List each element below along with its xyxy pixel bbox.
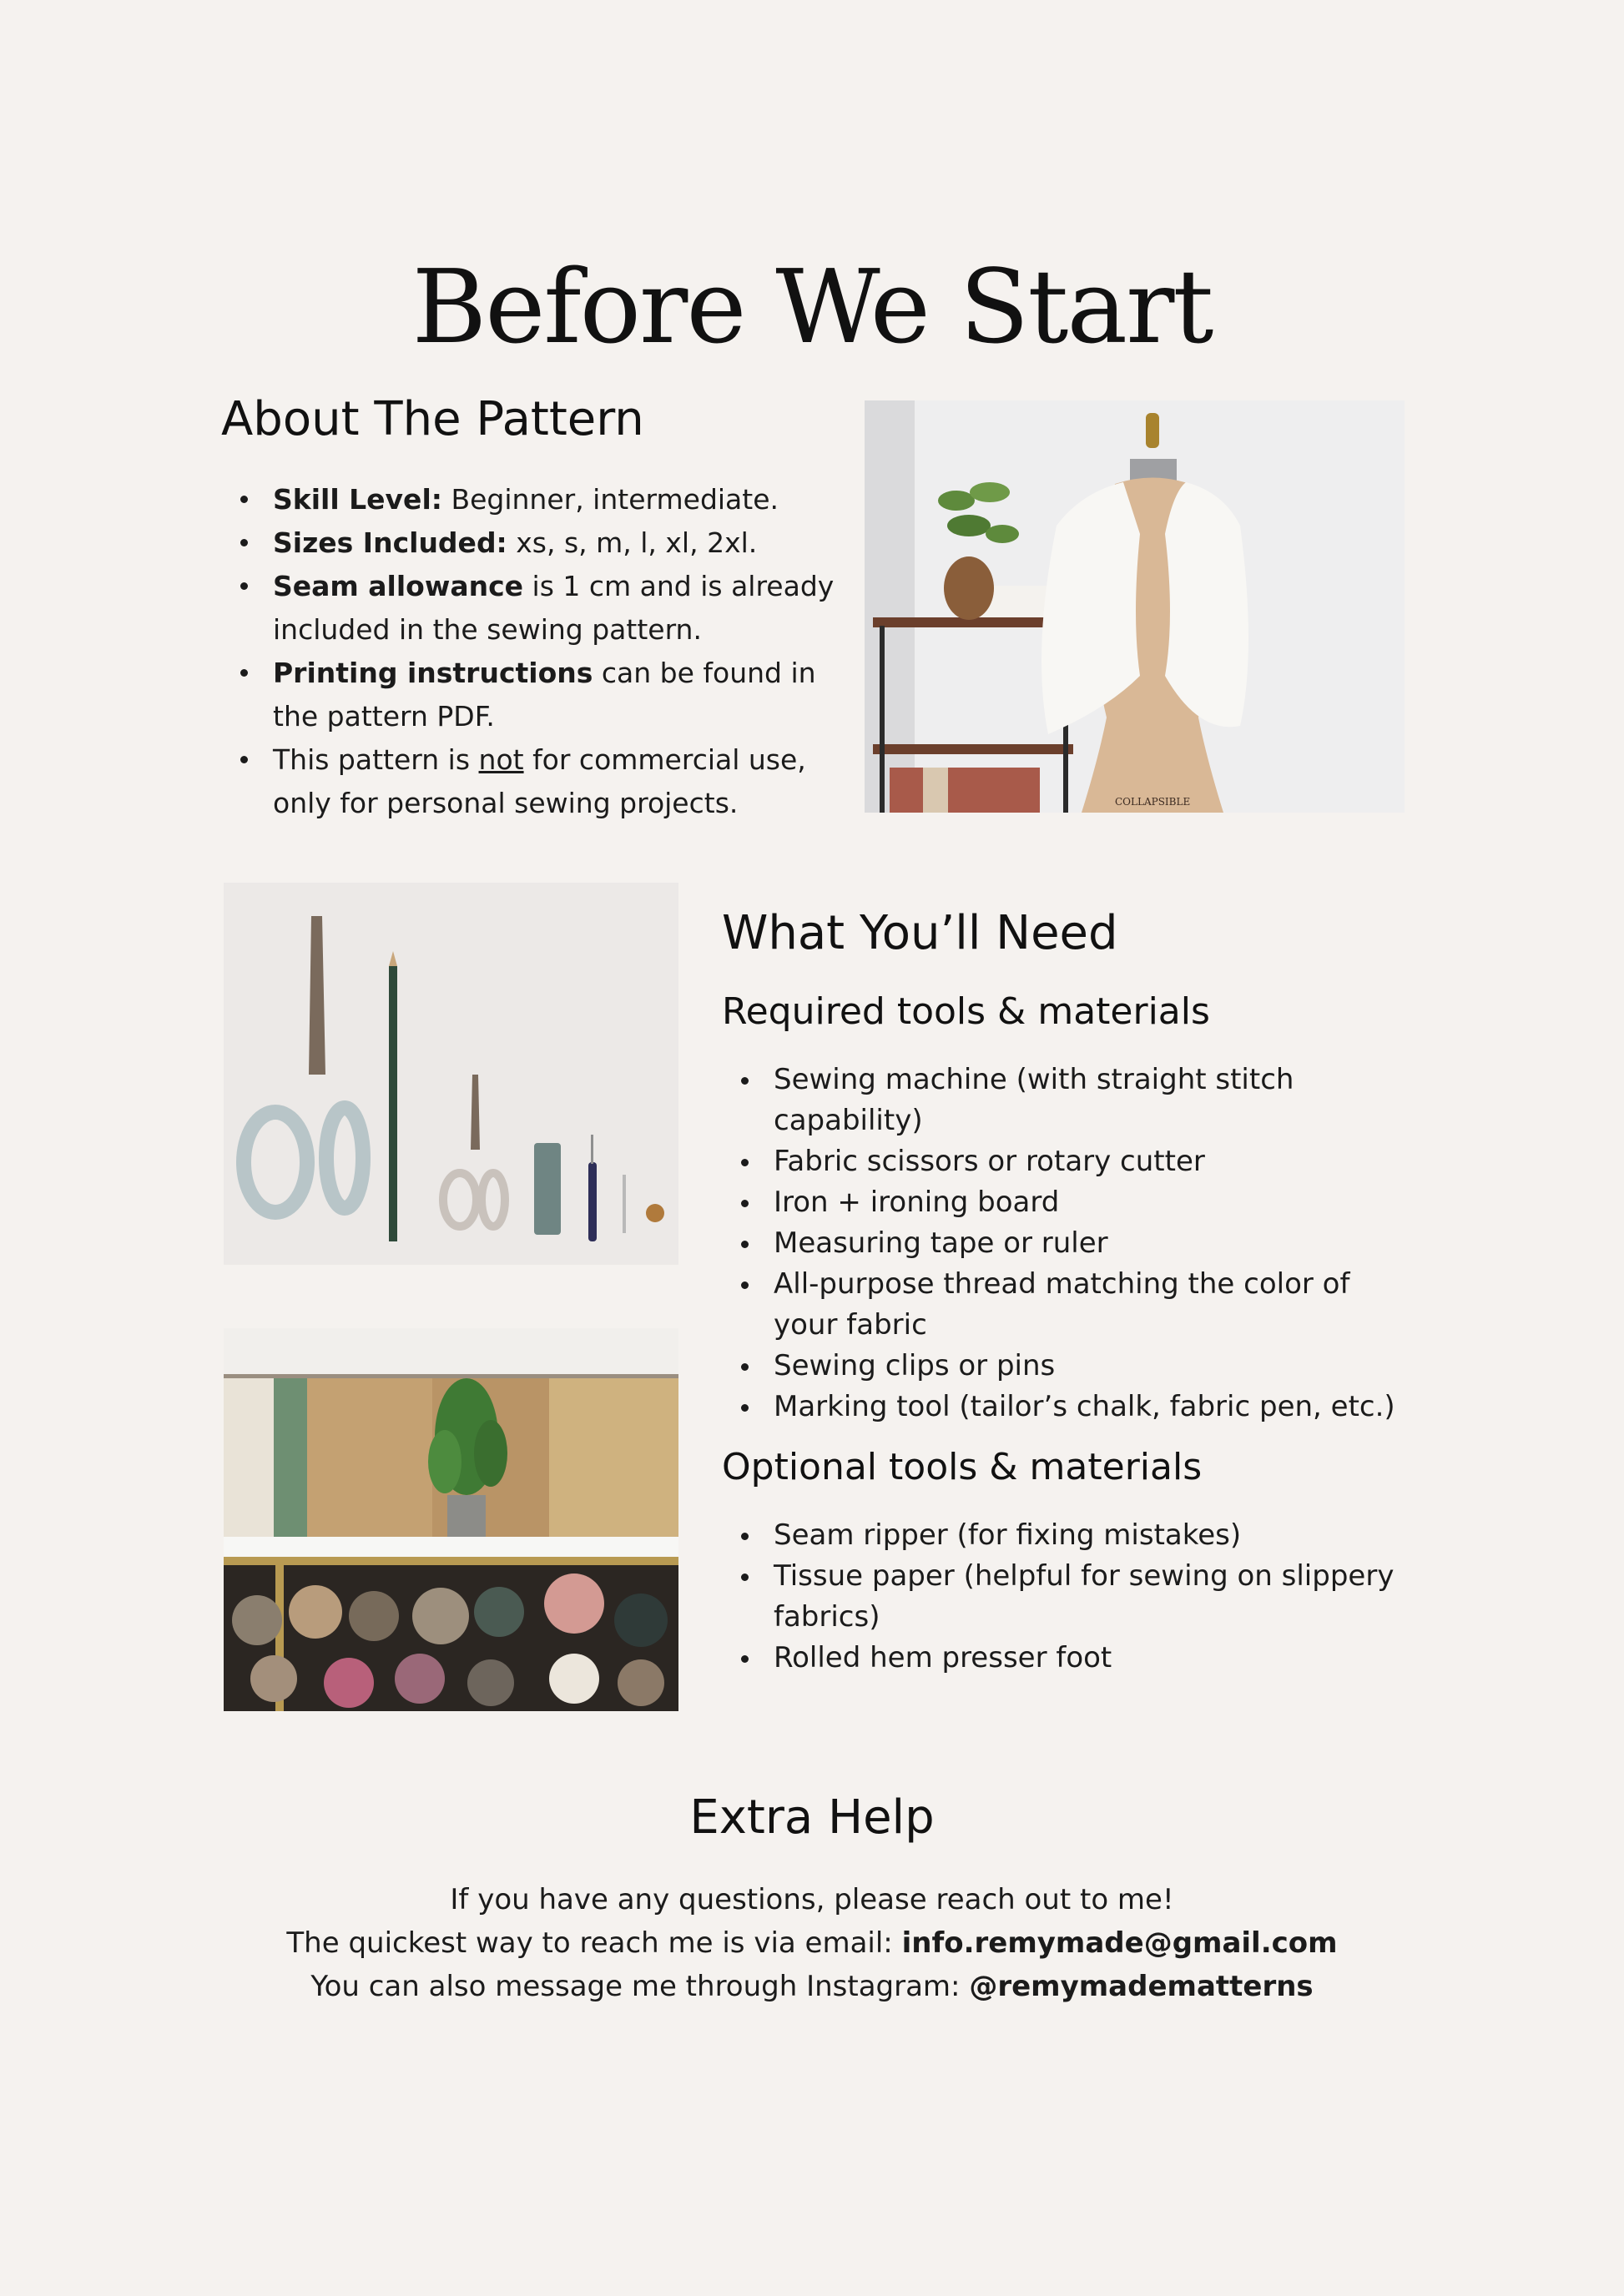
needs-heading: What You’ll Need — [722, 906, 1118, 960]
list-item: Sewing machine (with straight stitch capability) — [722, 1060, 1406, 1141]
extra-help-heading: Extra Help — [689, 1790, 935, 1845]
extra-help-section — [0, 1790, 1624, 2008]
sewing-tools-photo — [224, 883, 678, 1265]
about-heading: About The Pattern — [221, 392, 644, 446]
list-item: Iron + ironing board — [722, 1182, 1406, 1223]
page-title: Before We Start — [411, 247, 1213, 366]
list-item: Printing instructions can be found in the pattern PDF. — [221, 652, 839, 738]
email-link[interactable]: info.remymade@gmail.com — [901, 1926, 1338, 1960]
required-list — [722, 1060, 1406, 1427]
optional-heading: Optional tools & materials — [722, 1446, 1203, 1488]
needs-section — [722, 906, 1406, 1679]
instagram-handle[interactable]: @remymadematterns — [969, 1970, 1314, 2003]
list-item: Sewing clips or pins — [722, 1346, 1406, 1387]
optional-list — [722, 1515, 1406, 1679]
list-item: This pattern is not for commercial use, only for personal sewing projects. — [221, 738, 839, 825]
about-section — [221, 392, 839, 825]
mannequin-vest-photo — [865, 400, 1405, 813]
instagram-line: You can also message me through Instagram: @remymadematterns — [310, 1970, 1314, 2003]
required-heading: Required tools & materials — [722, 990, 1210, 1033]
list-item: Fabric scissors or rotary cutter — [722, 1141, 1406, 1182]
list-item: Rolled hem presser foot — [722, 1638, 1406, 1679]
list-item: Skill Level: Beginner, intermediate. — [221, 478, 839, 521]
email-line: The quickest way to reach me is via email: info.remymade@gmail.com — [286, 1926, 1338, 1960]
list-item: Marking tool (tailor’s chalk, fabric pen, etc.) — [722, 1387, 1406, 1427]
list-item: Measuring tape or ruler — [722, 1223, 1406, 1264]
about-list — [221, 478, 839, 825]
list-item: Seam allowance is 1 cm and is already included in the sewing pattern. — [221, 565, 839, 652]
list-item: Seam ripper (for fixing mistakes) — [722, 1515, 1406, 1556]
list-item: Sizes Included: xs, s, m, l, xl, 2xl. — [221, 521, 839, 565]
list-item: Tissue paper (helpful for sewing on slippery fabrics) — [722, 1556, 1406, 1638]
list-item: All-purpose thread matching the color of your fabric — [722, 1264, 1406, 1346]
fabric-studio-photo — [224, 1328, 678, 1711]
help-intro-text: If you have any questions, please reach out to me! — [450, 1883, 1174, 1916]
svg-text:COLLAPSIBLE: COLLAPSIBLE — [1115, 796, 1191, 808]
